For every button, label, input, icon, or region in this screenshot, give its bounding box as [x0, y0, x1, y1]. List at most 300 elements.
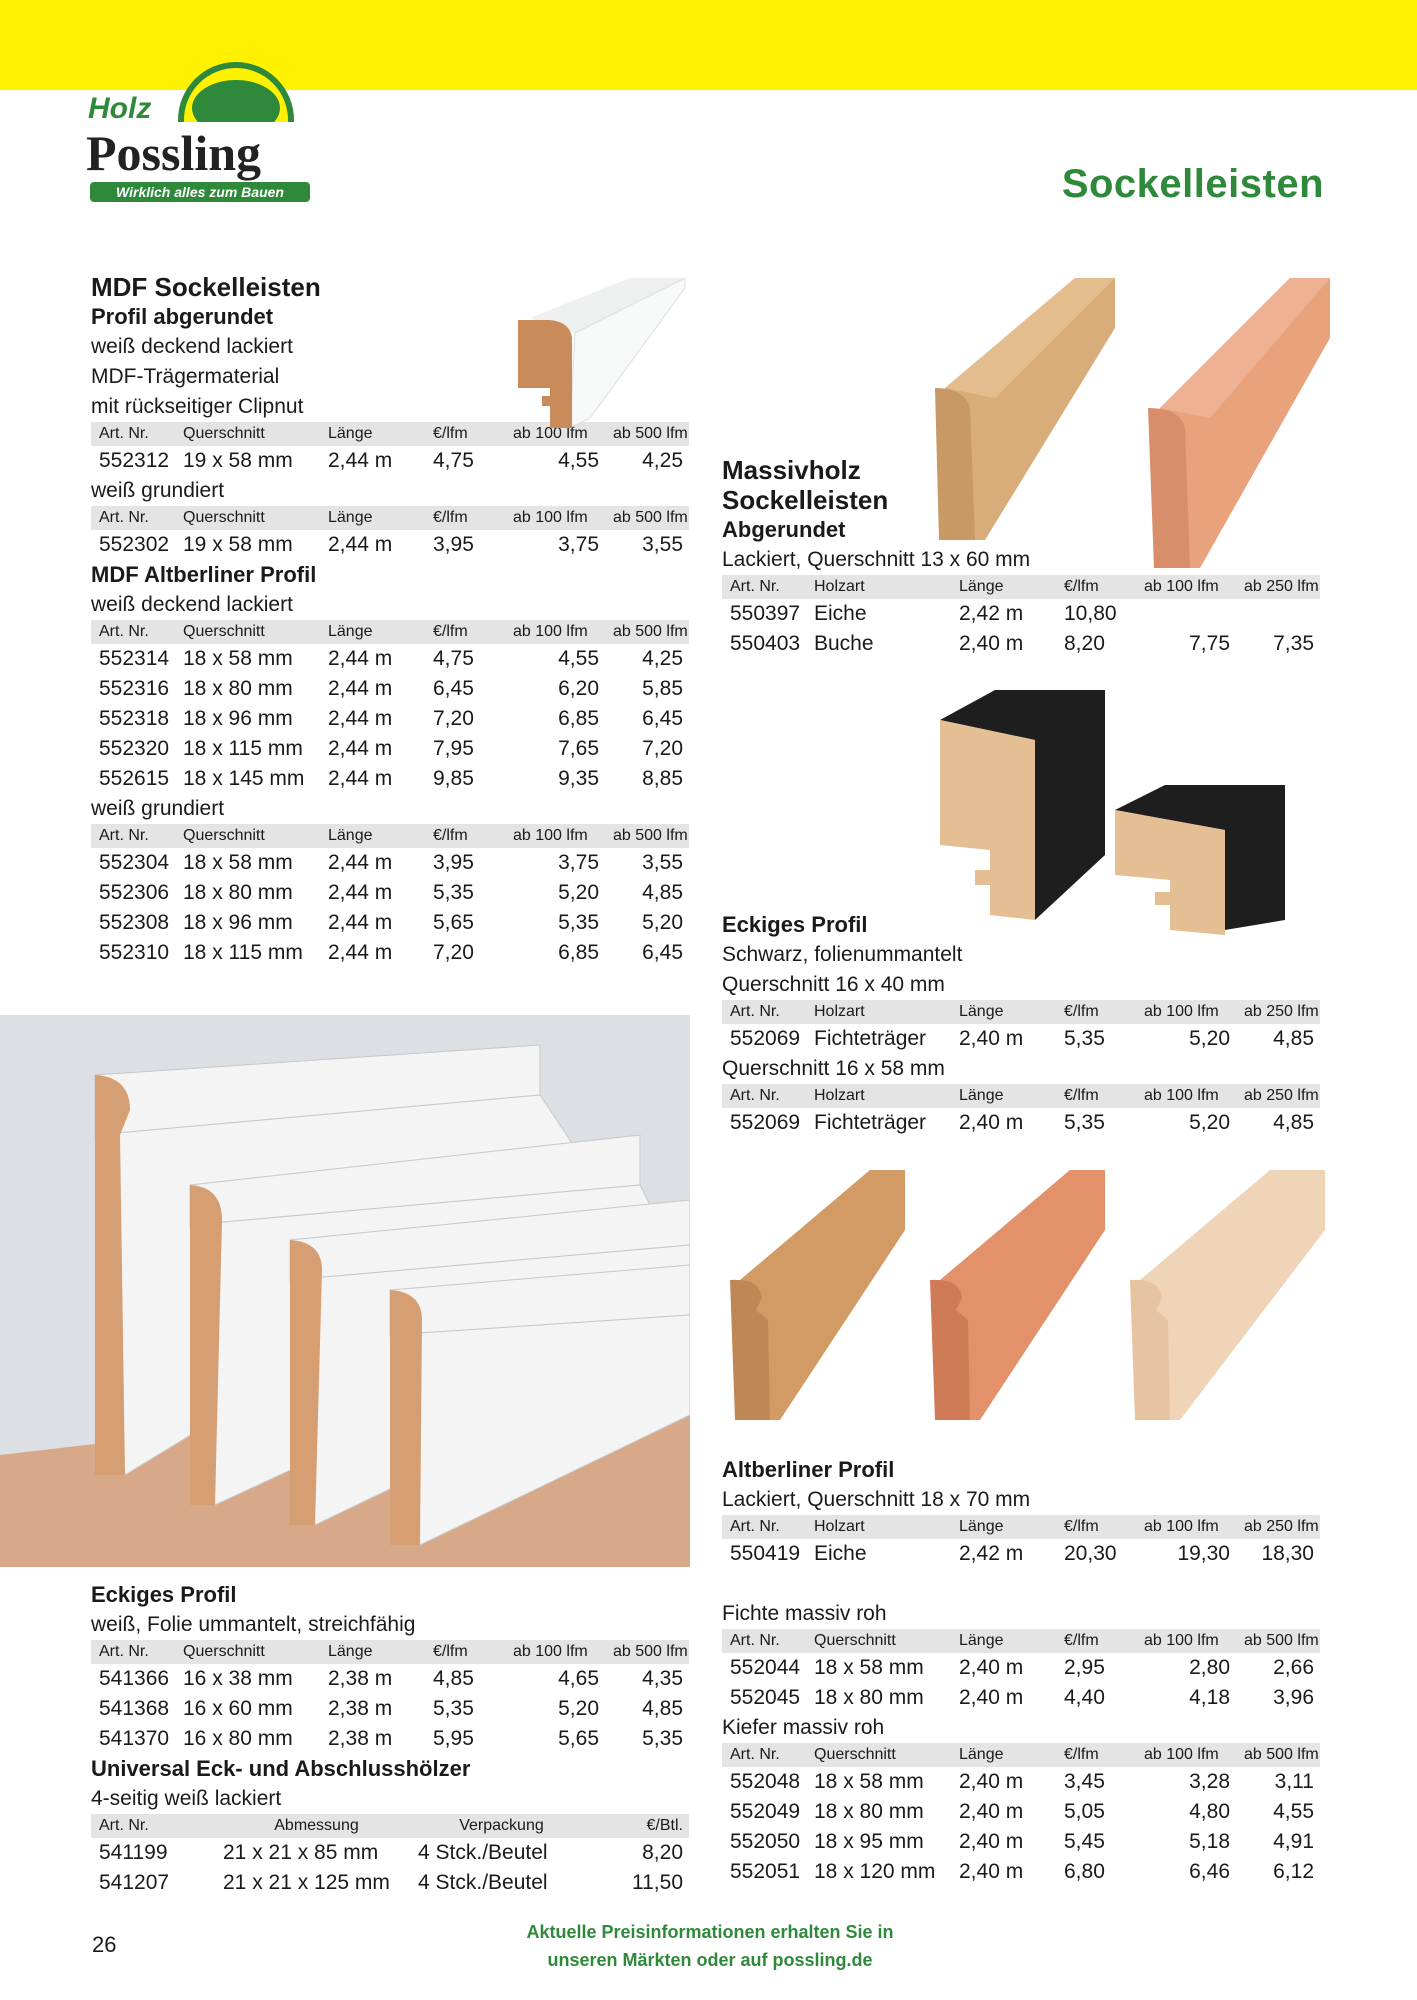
table-cell: 19 x 58 mm — [183, 449, 293, 472]
table-cell: 552304 — [99, 851, 170, 874]
table-row — [91, 1724, 689, 1754]
table-cell: 552320 — [99, 737, 170, 760]
table-header-cell: ab 100 lfm — [505, 1640, 605, 1664]
table-header-cell: Art. Nr. — [722, 575, 806, 599]
table-header-cell: Länge — [951, 1743, 1056, 1767]
table-cell: 2,42 m — [959, 602, 1024, 625]
table-cell: 8,20 — [1064, 632, 1105, 655]
table-cell: 2,38 m — [328, 1727, 393, 1750]
table-cell: 2,95 — [1064, 1656, 1105, 1679]
table-header-cell: ab 100 lfm — [505, 824, 605, 848]
table-row — [91, 446, 689, 476]
table-cell: 4,80 — [1189, 1800, 1230, 1823]
table-cell: 7,35 — [1273, 632, 1314, 655]
table-cell: 2,44 m — [328, 941, 393, 964]
table-cell: 7,95 — [433, 737, 474, 760]
table-cell: 6,20 — [558, 677, 599, 700]
table-cell: 3,45 — [1064, 1770, 1105, 1793]
table-header-cell: €/lfm — [425, 422, 505, 446]
table-header-cell: ab 100 lfm — [505, 506, 605, 530]
table-cell: 6,46 — [1189, 1860, 1230, 1883]
table-cell: 5,35 — [1064, 1111, 1105, 1134]
table-cell: 3,95 — [433, 533, 474, 556]
table-cell: 4,85 — [642, 1697, 683, 1720]
table-cell: 552069 — [730, 1027, 801, 1050]
table-cell: 5,20 — [642, 911, 683, 934]
table-cell: Fichteträger — [814, 1111, 927, 1134]
table-cell: 7,65 — [558, 737, 599, 760]
table-cell: 4 Stck./Beutel — [418, 1841, 548, 1864]
possling-logo — [86, 60, 316, 210]
table-cell: 2,38 m — [328, 1667, 393, 1690]
mdf-table-4 — [91, 824, 689, 968]
table-header-cell: ab 250 lfm — [1236, 1515, 1320, 1539]
table-header-cell: ab 500 lfm — [605, 422, 689, 446]
table-header-cell: Querschnitt — [175, 506, 320, 530]
table-cell: 552049 — [730, 1800, 801, 1823]
table-row — [722, 1539, 1320, 1569]
table-row — [91, 1694, 689, 1724]
table-row — [91, 938, 689, 968]
table-header-cell: Art. Nr. — [91, 422, 175, 446]
table-cell: 2,40 m — [959, 1686, 1024, 1709]
massiv-title-2: Sockelleisten — [722, 485, 889, 515]
table-cell: 541368 — [99, 1697, 170, 1720]
table-cell: 550397 — [730, 602, 801, 625]
table-cell: 6,12 — [1273, 1860, 1314, 1883]
table-header-cell: Länge — [320, 506, 425, 530]
table-header-cell: Holzart — [806, 575, 951, 599]
table-header — [91, 506, 689, 530]
table-cell: 21 x 21 x 85 mm — [223, 1841, 379, 1864]
table-row — [722, 1653, 1320, 1683]
table-header-cell: Art. Nr. — [91, 1814, 215, 1838]
table-cell: 21 x 21 x 125 mm — [223, 1871, 390, 1894]
eckig-right-desc3: Querschnitt 16 x 58 mm — [722, 1057, 945, 1080]
table-cell: 2,80 — [1189, 1656, 1230, 1679]
table-cell: 4,25 — [642, 449, 683, 472]
table-header-cell: ab 500 lfm — [605, 620, 689, 644]
table-cell: 7,20 — [433, 941, 474, 964]
table-cell: 18 x 115 mm — [183, 941, 303, 964]
table-cell: 2,44 m — [328, 767, 393, 790]
kiefer-title: Kiefer massiv roh — [722, 1716, 885, 1739]
eckig-left-section — [91, 1580, 691, 1898]
page-title: Sockelleisten — [1061, 162, 1324, 206]
table-header-cell: ab 500 lfm — [1236, 1743, 1320, 1767]
table-row — [91, 878, 689, 908]
table-cell: 6,85 — [558, 941, 599, 964]
table-cell: 2,40 m — [959, 1830, 1024, 1853]
table-cell: 2,44 m — [328, 881, 393, 904]
table-cell: 8,20 — [642, 1841, 683, 1864]
table-cell: 18 x 80 mm — [183, 881, 293, 904]
table-cell: 541207 — [99, 1871, 170, 1894]
table-header-cell: Art. Nr. — [722, 1629, 806, 1653]
table-row — [722, 1683, 1320, 1713]
table-cell: 552316 — [99, 677, 170, 700]
table-row — [91, 1664, 689, 1694]
table-header — [722, 1629, 1320, 1653]
table-cell: 2,44 m — [328, 677, 393, 700]
table-row — [91, 674, 689, 704]
mdf-grund-label: weiß grundiert — [91, 479, 225, 502]
massiv-title-1: Massivholz — [722, 455, 861, 485]
table-cell: 2,40 m — [959, 1860, 1024, 1883]
table-cell: 5,18 — [1189, 1830, 1230, 1853]
table-cell: 4 Stck./Beutel — [418, 1871, 548, 1894]
footer-line-1: Aktuelle Preisinformationen erhalten Sie in — [526, 1922, 894, 1942]
table-cell: 18 x 80 mm — [814, 1686, 924, 1709]
table-header-cell: ab 100 lfm — [505, 620, 605, 644]
table-header — [91, 620, 689, 644]
table-cell: 541370 — [99, 1727, 170, 1750]
table-cell: 5,45 — [1064, 1830, 1105, 1853]
table-cell: 4,40 — [1064, 1686, 1105, 1709]
table-header-cell: Art. Nr. — [722, 1515, 806, 1539]
table-row — [91, 1868, 689, 1898]
table-cell: Eiche — [814, 602, 867, 625]
table-row — [91, 734, 689, 764]
table-cell: 7,20 — [642, 737, 683, 760]
table-cell: 9,35 — [558, 767, 599, 790]
table-cell: 10,80 — [1064, 602, 1117, 625]
table-cell: 5,35 — [558, 911, 599, 934]
mdf-desc1: weiß deckend lackiert — [91, 335, 293, 358]
table-cell: 4,55 — [558, 449, 599, 472]
table-header-cell: Länge — [320, 824, 425, 848]
table-cell: 552615 — [99, 767, 170, 790]
universal-desc: 4-seitig weiß lackiert — [91, 1787, 282, 1810]
table-cell: 6,85 — [558, 707, 599, 730]
mdf-table-3 — [91, 620, 689, 794]
table-cell: 16 x 38 mm — [183, 1667, 293, 1690]
mdf-desc2: MDF-Trägermaterial — [91, 365, 280, 388]
table-header-cell: ab 100 lfm — [1136, 1000, 1236, 1024]
table-cell: 18 x 96 mm — [183, 707, 293, 730]
table-header-cell: ab 250 lfm — [1236, 575, 1320, 599]
table-cell: 6,45 — [433, 677, 474, 700]
eckig-right-desc2: Querschnitt 16 x 40 mm — [722, 973, 945, 996]
table-cell: 11,50 — [632, 1871, 683, 1894]
mdf-alt-grund-label: weiß grundiert — [91, 797, 225, 820]
table-header-cell: Art. Nr. — [91, 1640, 175, 1664]
table-cell: 5,20 — [1189, 1111, 1230, 1134]
table-cell: 3,55 — [642, 533, 683, 556]
table-cell: 3,75 — [558, 851, 599, 874]
table-cell: 3,11 — [1274, 1770, 1314, 1793]
table-cell: 19 x 58 mm — [183, 533, 293, 556]
table-header-cell: ab 100 lfm — [1136, 1084, 1236, 1108]
table-header-cell: Länge — [320, 620, 425, 644]
table-header-cell: Querschnitt — [175, 1640, 320, 1664]
altberliner-wood-images — [720, 1170, 1340, 1420]
table-cell: 7,20 — [433, 707, 474, 730]
mdf-rounded-image — [510, 278, 690, 433]
table-row — [91, 1838, 689, 1868]
logo-holz-text: Holz — [88, 92, 152, 125]
table-header-cell: Abmessung — [215, 1814, 410, 1838]
table-cell: 552302 — [99, 533, 170, 556]
table-cell: 2,44 m — [328, 449, 393, 472]
table-cell: 552308 — [99, 911, 170, 934]
massiv-table — [722, 575, 1320, 659]
table-cell: 18 x 95 mm — [814, 1830, 924, 1853]
table-cell: 4,18 — [1189, 1686, 1230, 1709]
table-cell: 18 x 58 mm — [183, 647, 293, 670]
table-cell: 4,35 — [642, 1667, 683, 1690]
table-header-cell: €/lfm — [425, 506, 505, 530]
table-cell: 4,65 — [558, 1667, 599, 1690]
table-cell: 2,40 m — [959, 632, 1024, 655]
table-row — [722, 1108, 1320, 1138]
eckig-right-table-1 — [722, 1000, 1320, 1054]
table-cell: 20,30 — [1064, 1542, 1117, 1565]
table-cell: 552050 — [730, 1830, 801, 1853]
page-number: 26 — [92, 1932, 117, 1957]
table-header-cell: €/lfm — [1056, 575, 1136, 599]
mdf-desc3: mit rückseitiger Clipnut — [91, 395, 304, 418]
table-cell: 5,65 — [558, 1727, 599, 1750]
table-cell: 2,44 m — [328, 851, 393, 874]
table-header-cell: €/lfm — [1056, 1000, 1136, 1024]
table-header-cell: Querschnitt — [175, 824, 320, 848]
table-header-cell: Art. Nr. — [722, 1743, 806, 1767]
eckig-right-title: Eckiges Profil — [722, 912, 868, 937]
table-header-cell: Querschnitt — [175, 620, 320, 644]
table-cell — [1136, 599, 1236, 629]
table-cell: 2,44 m — [328, 911, 393, 934]
table-cell: 19,30 — [1177, 1542, 1230, 1565]
table-cell: 5,20 — [558, 1697, 599, 1720]
universal-title: Universal Eck- und Abschlusshölzer — [91, 1756, 471, 1781]
table-cell: 541199 — [99, 1841, 168, 1864]
table-cell: 4,91 — [1273, 1830, 1314, 1853]
table-cell: 2,40 m — [959, 1656, 1024, 1679]
table-cell: 9,85 — [433, 767, 474, 790]
fichte-title: Fichte massiv roh — [722, 1602, 887, 1625]
table-header-cell: €/lfm — [425, 824, 505, 848]
massiv-subtitle: Abgerundet — [722, 517, 846, 542]
table-cell: 2,40 m — [959, 1027, 1024, 1050]
table-cell: 2,40 m — [959, 1770, 1024, 1793]
table-cell: 4,75 — [433, 449, 474, 472]
black-square-profile-image — [935, 690, 1335, 935]
table-header-cell: Länge — [951, 1629, 1056, 1653]
table-cell: 552312 — [99, 449, 170, 472]
table-row — [722, 1767, 1320, 1797]
table-header — [91, 1814, 689, 1838]
table-cell: 552306 — [99, 881, 170, 904]
table-row — [91, 704, 689, 734]
table-header-cell: Art. Nr. — [91, 620, 175, 644]
footer-note — [470, 1918, 950, 1974]
table-header-cell: €/lfm — [1056, 1515, 1136, 1539]
table-cell: 4,85 — [642, 881, 683, 904]
table-cell: 2,40 m — [959, 1111, 1024, 1134]
table-cell: 18 x 96 mm — [183, 911, 293, 934]
table-header-cell: Länge — [320, 1640, 425, 1664]
fichte-table — [722, 1629, 1320, 1713]
table-cell: 18 x 58 mm — [814, 1656, 924, 1679]
eckig-right-desc1: Schwarz, folienummantelt — [722, 943, 963, 966]
mdf-alt-title: MDF Altberliner Profil — [91, 562, 317, 587]
table-cell: Fichteträger — [814, 1027, 927, 1050]
table-cell: 4,85 — [1273, 1111, 1314, 1134]
universal-table — [91, 1814, 689, 1898]
table-cell: 541366 — [99, 1667, 170, 1690]
table-cell: 6,45 — [642, 707, 683, 730]
table-header-cell: ab 100 lfm — [1136, 575, 1236, 599]
table-cell: 552318 — [99, 707, 170, 730]
eckig-left-desc: weiß, Folie ummantelt, streichfähig — [91, 1613, 416, 1636]
table-cell: 3,55 — [642, 851, 683, 874]
table-cell: 5,85 — [642, 677, 683, 700]
table-cell: 4,55 — [1273, 1800, 1314, 1823]
table-cell: 552048 — [730, 1770, 801, 1793]
table-header — [722, 1515, 1320, 1539]
table-cell: 550403 — [730, 632, 801, 655]
table-cell: 18,30 — [1261, 1542, 1314, 1565]
logo-possling-text: Possling — [86, 125, 262, 181]
table-header-cell: €/lfm — [1056, 1743, 1136, 1767]
table-row — [722, 1857, 1320, 1887]
altberliner-desc: Lackiert, Querschnitt 18 x 70 mm — [722, 1488, 1031, 1511]
table-cell: 4,75 — [433, 647, 474, 670]
table-cell: 7,75 — [1189, 632, 1230, 655]
table-cell: 3,75 — [558, 533, 599, 556]
altberliner-section — [722, 1455, 1322, 1887]
altberliner-table — [722, 1515, 1320, 1569]
table-header-cell: Holzart — [806, 1084, 951, 1108]
table-row — [722, 1827, 1320, 1857]
massiv-section — [722, 455, 1322, 659]
table-cell: 18 x 120 mm — [814, 1860, 936, 1883]
kiefer-table — [722, 1743, 1320, 1887]
table-header-cell: Querschnitt — [806, 1629, 951, 1653]
table-header-cell: ab 100 lfm — [1136, 1515, 1236, 1539]
table-cell: 550419 — [730, 1542, 801, 1565]
table-header-cell: €/lfm — [1056, 1629, 1136, 1653]
table-cell: 5,20 — [1189, 1027, 1230, 1050]
table-cell: 5,35 — [1064, 1027, 1105, 1050]
eckig-left-table — [91, 1640, 689, 1754]
table-cell: 2,44 m — [328, 533, 393, 556]
table-cell: 2,66 — [1273, 1656, 1314, 1679]
table-cell: 6,80 — [1064, 1860, 1105, 1883]
table-header-cell: ab 100 lfm — [1136, 1743, 1236, 1767]
table-header-cell: ab 100 lfm — [1136, 1629, 1236, 1653]
table-row — [91, 848, 689, 878]
table-row — [722, 1024, 1320, 1054]
table-row — [91, 764, 689, 794]
table-header-cell: ab 500 lfm — [1236, 1629, 1320, 1653]
table-header-cell: Länge — [951, 1000, 1056, 1024]
eckig-right-table-2 — [722, 1084, 1320, 1138]
table-header — [722, 1084, 1320, 1108]
massiv-desc: Lackiert, Querschnitt 13 x 60 mm — [722, 548, 1031, 571]
table-cell: 5,20 — [558, 881, 599, 904]
table-row — [91, 644, 689, 674]
table-header-cell: ab 250 lfm — [1236, 1000, 1320, 1024]
table-cell: 2,40 m — [959, 1800, 1024, 1823]
table-header-cell: €/lfm — [425, 1640, 505, 1664]
table-header-cell: €/Btl. — [585, 1814, 689, 1838]
mdf-title: MDF Sockelleisten — [91, 272, 321, 302]
table-row — [722, 1797, 1320, 1827]
table-header — [722, 1000, 1320, 1024]
table-cell: 2,44 m — [328, 647, 393, 670]
table-row — [91, 530, 689, 560]
table-cell: 18 x 80 mm — [183, 677, 293, 700]
table-header-cell: €/lfm — [1056, 1084, 1136, 1108]
table-header-cell: Querschnitt — [806, 1743, 951, 1767]
table-header-cell: ab 500 lfm — [605, 506, 689, 530]
table-header-cell: Art. Nr. — [91, 506, 175, 530]
table-header-cell: Holzart — [806, 1515, 951, 1539]
table-header-cell: Länge — [951, 1084, 1056, 1108]
table-cell: 16 x 80 mm — [183, 1727, 293, 1750]
table-cell: 2,44 m — [328, 707, 393, 730]
table-cell: 3,96 — [1273, 1686, 1314, 1709]
table-cell: 552045 — [730, 1686, 801, 1709]
table-cell: 18 x 58 mm — [814, 1770, 924, 1793]
table-header-cell: Verpackung — [410, 1814, 585, 1838]
table-header-cell: Querschnitt — [175, 422, 320, 446]
table-header — [722, 575, 1320, 599]
table-row — [91, 908, 689, 938]
altberliner-title: Altberliner Profil — [722, 1457, 895, 1482]
table-cell: 4,55 — [558, 647, 599, 670]
eckig-right-section — [722, 910, 1322, 1138]
table-cell: 8,85 — [642, 767, 683, 790]
table-cell: 552044 — [730, 1656, 801, 1679]
table-cell: 3,95 — [433, 851, 474, 874]
table-header-cell: Art. Nr. — [91, 824, 175, 848]
table-cell: 3,28 — [1189, 1770, 1230, 1793]
table-header-cell: Länge — [951, 1515, 1056, 1539]
table-cell: 18 x 145 mm — [183, 767, 305, 790]
table-header-cell: Länge — [951, 575, 1056, 599]
table-cell: 4,85 — [1273, 1027, 1314, 1050]
table-cell: 16 x 60 mm — [183, 1697, 293, 1720]
table-cell: 5,95 — [433, 1727, 474, 1750]
table-cell: Buche — [814, 632, 874, 655]
table-cell: 5,05 — [1064, 1800, 1105, 1823]
table-header-cell: €/lfm — [425, 620, 505, 644]
table-header-cell: Art. Nr. — [722, 1084, 806, 1108]
table-cell: 18 x 80 mm — [814, 1800, 924, 1823]
table-cell: 552314 — [99, 647, 170, 670]
table-cell: 4,25 — [642, 647, 683, 670]
table-header — [722, 1743, 1320, 1767]
table-cell: 552069 — [730, 1111, 801, 1134]
table-header — [91, 1640, 689, 1664]
mdf-alt-desc: weiß deckend lackiert — [91, 593, 293, 616]
table-header-cell: ab 500 lfm — [605, 824, 689, 848]
mdf-table-2 — [91, 506, 689, 560]
table-header-cell: ab 250 lfm — [1236, 1084, 1320, 1108]
table-cell: 18 x 115 mm — [183, 737, 303, 760]
table-header-cell: Holzart — [806, 1000, 951, 1024]
table-header — [91, 824, 689, 848]
altberliner-mdf-photo — [0, 1015, 690, 1567]
table-header-cell: Länge — [320, 422, 425, 446]
table-cell: 5,35 — [433, 881, 474, 904]
table-row — [722, 629, 1320, 659]
table-cell: 2,42 m — [959, 1542, 1024, 1565]
table-row — [722, 599, 1320, 629]
